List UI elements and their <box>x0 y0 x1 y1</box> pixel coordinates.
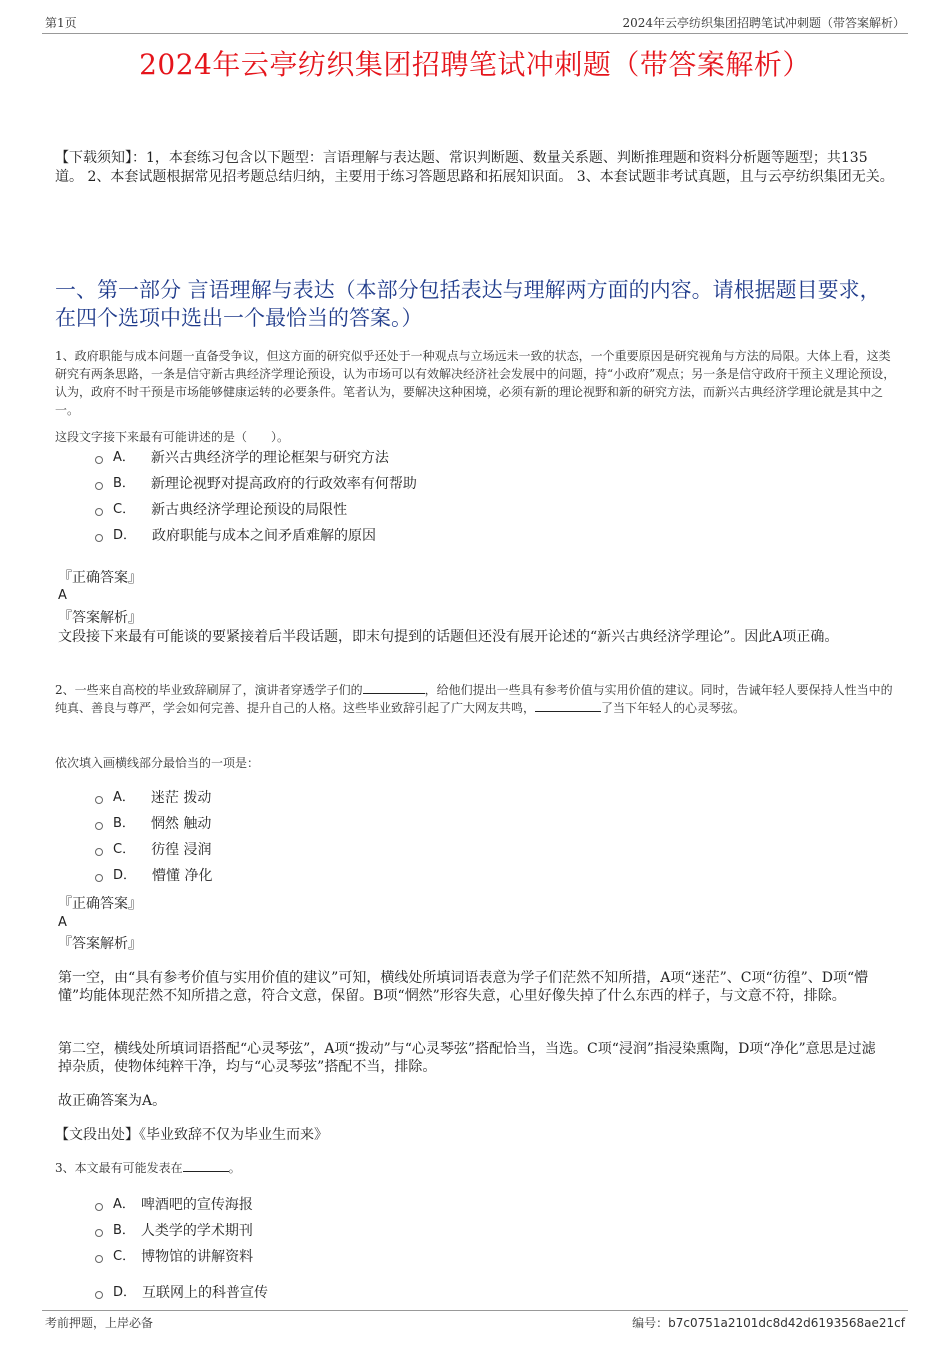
option-text: 迷茫 拨动 <box>150 790 212 806</box>
footer-divider <box>42 1310 908 1311</box>
q3-stem-part1: 3、本文最有可能发表在 <box>55 1161 183 1175</box>
option-letter: D． <box>113 1285 137 1300</box>
option-letter: B． <box>113 1223 135 1238</box>
q1-correct-answer-label: 『正确答案』 <box>58 570 142 586</box>
q2-stem-part2: ，给他们提出一些具有参考价值与实用价值的建议。同时，告诫年轻人要保持人性当中的纯真、善良与尊严，学会如何完善、提升自己的人格。这些毕业致辞引起了广大网友共鸣， <box>55 683 893 715</box>
header-divider <box>42 33 908 34</box>
option-text: 博物馆的讲解资料 <box>141 1249 254 1265</box>
option-text: 懵懂 净化 <box>152 868 213 884</box>
running-title: 2024年云亭纺织集团招聘笔试冲刺题（带答案解析） <box>622 16 905 30</box>
radio-icon[interactable] <box>95 456 103 464</box>
q2-conclusion: 故正确答案为A。 <box>58 1093 167 1109</box>
q3-option-c[interactable] <box>95 1246 253 1268</box>
radio-icon[interactable] <box>95 796 103 804</box>
blank-line <box>183 1159 229 1172</box>
q3-stem-part2: 。 <box>228 1161 241 1175</box>
code-label: 编号： <box>632 1316 669 1330</box>
option-letter: A． <box>113 790 135 805</box>
q1-correct-answer: A <box>58 588 67 603</box>
q3-stem <box>55 1159 900 1177</box>
section-heading: 一、第一部分 言语理解与表达（本部分包括表达与理解两方面的内容。请根据题目要求，在四个选项中选出一个最恰当的答案。） <box>55 278 881 330</box>
option-text: 惘然 触动 <box>150 816 212 832</box>
document-title: 2024年云亭纺织集团招聘笔试冲刺题（带答案解析） <box>139 48 811 81</box>
radio-icon[interactable] <box>95 508 103 516</box>
q2-correct-answer-label: 『正确答案』 <box>58 896 142 912</box>
option-letter: A． <box>113 1197 135 1212</box>
q1-option-a[interactable] <box>95 447 389 469</box>
q2-analysis-label: 『答案解析』 <box>58 936 142 952</box>
radio-icon[interactable] <box>95 482 103 490</box>
q2-stem <box>55 681 900 717</box>
option-text: 彷徨 浸润 <box>151 842 212 858</box>
radio-icon[interactable] <box>95 534 103 542</box>
q1-stem: 1、政府职能与成本问题一直备受争议，但这方面的研究似乎还处于一种观点与立场远未一致的状态，一个重要原因是研究视角与方法的局限。大体上看，这类研究有两条思路，一条是信守新古典经济学理论预设，认为市场可以有效解决经济社会发展中的问题，持“小政府”观点；另一条是信守政府干预主义理论预设，认为，政府不时干预是市场能够健康运转的必要条件。笔者认为，要解决这种困境，必须有新的理论视野和新的研究方法，而新兴古典经济学理论就是其中之一。 <box>55 349 896 417</box>
option-letter: D． <box>113 868 137 883</box>
option-letter: D． <box>113 528 137 543</box>
document-code <box>632 1314 905 1331</box>
q2-analysis-para2: 第二空，横线处所填词语搭配“心灵琴弦”，A项“拨动”与“心灵琴弦”搭配恰当，当选。C项“浸润”指浸染熏陶，D项“净化”意思是过滤掉杂质，使物体纯粹干净，均与“心灵琴弦”搭配不当，排除。 <box>58 1041 876 1075</box>
q3-option-a[interactable] <box>95 1194 253 1216</box>
q1-option-c[interactable] <box>95 499 347 521</box>
option-text: 啤酒吧的宣传海报 <box>140 1197 253 1213</box>
option-text: 政府职能与成本之间矛盾难解的原因 <box>152 528 377 544</box>
radio-icon[interactable] <box>95 1203 103 1211</box>
q1-option-d[interactable] <box>95 525 376 547</box>
radio-icon[interactable] <box>95 1255 103 1263</box>
q2-question: 依次填入画横线部分最恰当的一项是： <box>55 756 260 770</box>
radio-icon[interactable] <box>95 874 103 882</box>
code-value: b7c0751a2101dc8d42d6193568ae21cf <box>668 1316 905 1330</box>
option-letter: B． <box>113 476 135 491</box>
q1-analysis: 文段接下来最有可能谈的要紧接着后半段话题，即末句提到的话题但还没有展开论述的“新兴古典经济学理论”。因此A项正确。 <box>58 629 839 645</box>
radio-icon[interactable] <box>95 1291 103 1299</box>
q1-question: 这段文字接下来最有可能讲述的是（ ）。 <box>55 430 290 444</box>
blank-line <box>363 681 425 694</box>
radio-icon[interactable] <box>95 848 103 856</box>
q2-option-a[interactable] <box>95 787 211 809</box>
footer-slogan: 考前押题，上岸必备 <box>45 1316 154 1330</box>
q2-option-b[interactable] <box>95 813 211 835</box>
option-text: 新古典经济学理论预设的局限性 <box>151 502 348 518</box>
q2-option-d[interactable] <box>95 865 212 887</box>
option-letter: C． <box>113 502 136 517</box>
radio-icon[interactable] <box>95 822 103 830</box>
q2-analysis-para1: 第一空，由“具有参考价值与实用价值的建议”可知，横线处所填词语表意为学子们茫然不知所措，A项“迷茫”、C项“彷徨”、D项“懵懂”均能体现茫然不知所措之意，符合文意，保留。B项“惘然”形容失意，心里好像失掉了什么东西的样子，与文意不符，排除。 <box>58 970 869 1004</box>
option-text: 新理论视野对提高政府的行政效率有何帮助 <box>150 476 417 492</box>
option-letter: C． <box>113 842 136 857</box>
q2-source: 【文段出处】《毕业致辞不仅为毕业生而来》 <box>55 1127 328 1143</box>
option-text: 新兴古典经济学的理论框架与研究方法 <box>150 450 389 466</box>
q2-option-c[interactable] <box>95 839 212 861</box>
q3-option-d[interactable] <box>95 1282 268 1304</box>
q1-option-b[interactable] <box>95 473 417 495</box>
q3-option-b[interactable] <box>95 1220 253 1242</box>
download-notice: 【下载须知】：1，本套练习包含以下题型：言语理解与表达题、常识判断题、数量关系题、判断推理题和资料分析题等题型；共135道。 2、本套试题根据常见招考题总结归纳，主要用于练习答题思路和拓展知识面。 3、本套试题非考试真题，且与云亭纺织集团无关。 <box>55 150 894 185</box>
option-letter: A． <box>113 450 135 465</box>
q1-analysis-label: 『答案解析』 <box>58 610 142 626</box>
radio-icon[interactable] <box>95 1229 103 1237</box>
blank-line <box>535 699 601 712</box>
option-text: 人类学的学术期刊 <box>140 1223 253 1239</box>
option-letter: B． <box>113 816 135 831</box>
option-text: 互联网上的科普宣传 <box>142 1285 269 1301</box>
q2-stem-part3: 了当下年轻人的心灵琴弦。 <box>601 701 746 715</box>
page-number: 第1页 <box>45 16 77 30</box>
q2-stem-part1: 2、一些来自高校的毕业致辞刷屏了，演讲者穿透学子们的 <box>55 683 363 697</box>
q2-correct-answer: A <box>58 915 67 930</box>
option-letter: C． <box>113 1249 136 1264</box>
